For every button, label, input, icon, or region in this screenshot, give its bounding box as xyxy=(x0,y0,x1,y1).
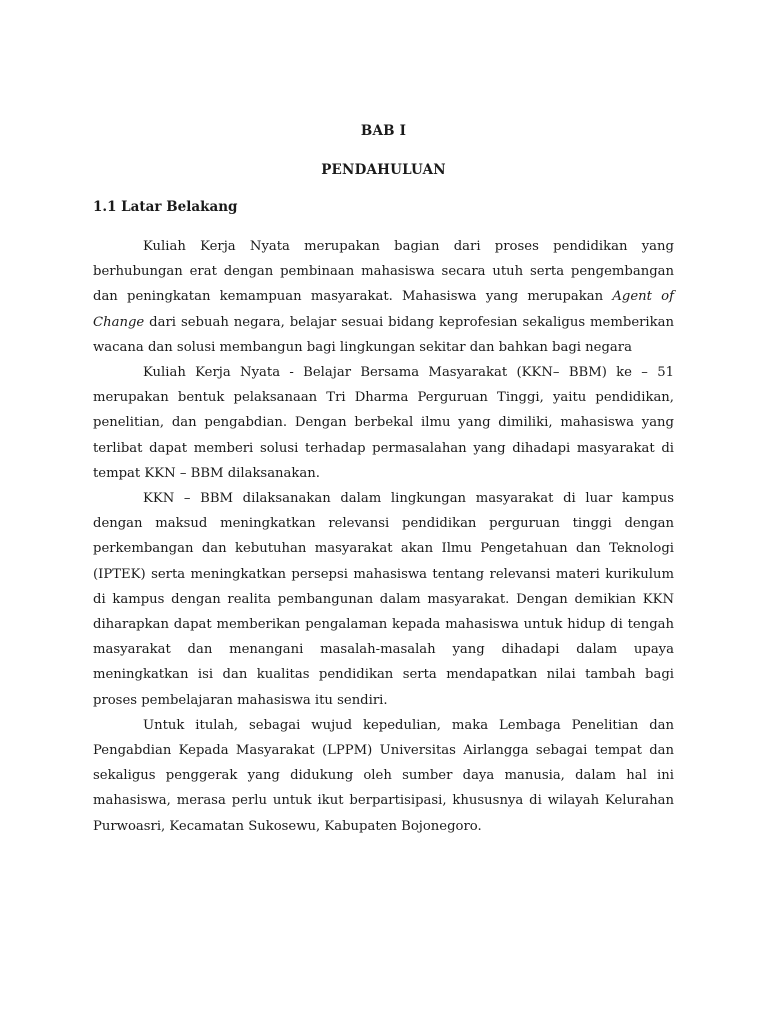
paragraph-4: Untuk itulah, sebagai wujud kepedulian, maka Lembaga Penelitian dan Pengabdian Kepada Masyarakat (LPPM) Universitas Airlangga sebagai tempat dan sekaligus penggerak yang didukung oleh sumber daya manusia, dalam hal ini mahasiswa, merasa perlu untuk ikut berpartisipasi, khususnya di wilayah Kelurahan Purwoasri, Kecamatan Sukosewu, Kabupaten Bojonegoro. xyxy=(93,717,674,834)
paragraph-1 xyxy=(93,234,674,360)
paragraph-1-text-start: Kuliah Kerja Nyata merupakan bagian dari proses pendidikan yang berhubungan erat dengan pembinaan mahasiswa secara utuh serta pengembangan dan peningkatan kemampuan masyarakat. Mahasiswa yang merupakan xyxy=(93,239,674,305)
paragraph-3: KKN – BBM dilaksanakan dalam lingkungan masyarakat di luar kampus dengan maksud meningkatkan relevansi pendidikan perguruan tinggi dengan perkembangan dan kebutuhan masyarakat akan Ilmu Pengetahuan dan Teknologi (IPTEK) serta meningkatkan persepsi mahasiswa tentang relevansi materi kurikulum di kampus dengan realita pembangunan dalam masyarakat. Dengan demikian KKN diharapkan dapat memberikan pengalaman kepada mahasiswa untuk hidup di tengah masyarakat dan menangani masalah-masalah yang dihadapi dalam upaya meningkatkan isi dan kualitas pendidikan serta mendapatkan nilai tambah bagi proses pembelajaran mahasiswa itu sendiri. xyxy=(93,491,674,708)
section-heading: 1.1 Latar Belakang xyxy=(93,199,238,215)
page-content xyxy=(93,121,674,839)
paragraph-2: Kuliah Kerja Nyata - Belajar Bersama Masyarakat (KKN– BBM) ke – 51 merupakan bentuk pelaksanaan Tri Dharma Perguruan Tinggi, yaitu pendidikan, penelitian, dan pengabdian. Dengan berbekal ilmu yang dimiliki, mahasiswa yang terlibat dapat memberi solusi terhadap permasalahan yang dihadapi masyarakat di tempat KKN – BBM dilaksanakan. xyxy=(93,365,674,481)
paragraph-1-italic-term: Agent of Change xyxy=(93,289,674,330)
chapter-title: PENDAHULUAN xyxy=(321,162,446,178)
paragraph-1-text-end: dari sebuah negara, belajar sesuai bidang keprofesian sekaligus memberikan wacana dan solusi membangun bagi lingkungan sekitar dan bahkan bagi negara xyxy=(93,314,674,355)
chapter-number: BAB I xyxy=(360,123,407,139)
